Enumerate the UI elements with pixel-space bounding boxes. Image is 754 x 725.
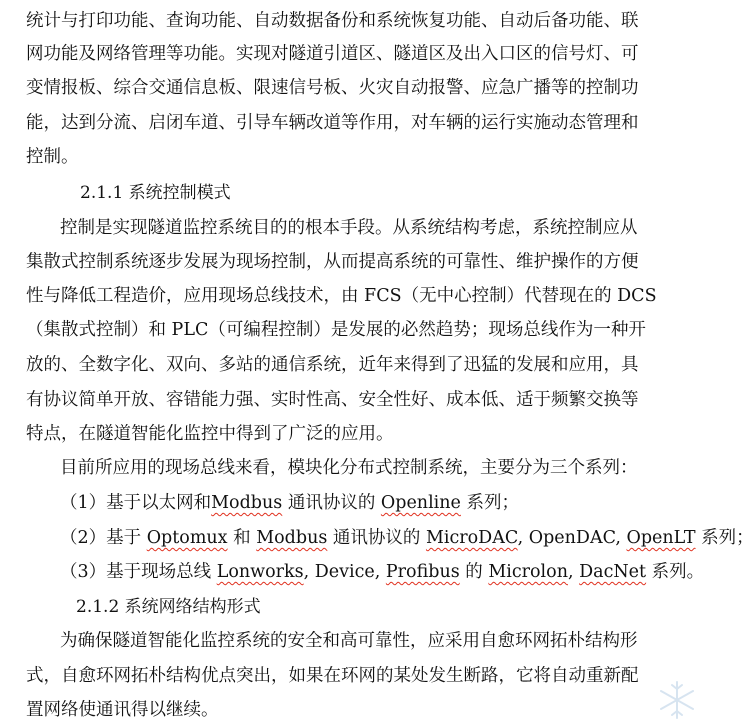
paragraph-1-line-4: 能，达到分流、启闭车道、引导车辆改道等作用，对车辆的运行实施动态管理和: [26, 113, 639, 133]
paragraph-4-line-2: 式，自愈环网拓朴结构优点突出，如果在环网的某处发生断路，它将自动重新配: [26, 666, 639, 686]
series-item-3-text-a: （3）基于现场总线: [60, 562, 217, 582]
series-item-3-term-microlon: Microlon: [488, 562, 568, 582]
paragraph-3: 目前所应用的现场总线来看，模块化分布式控制系统，主要分为三个系列：: [60, 458, 638, 478]
section-heading-2-1-2: 2.1.2 系统网络结构形式: [76, 597, 261, 617]
series-item-2-text-a: （2）基于: [60, 528, 147, 548]
series-item-3-term-lonworks: Lonworks: [216, 562, 304, 582]
series-item-2-text-c: 通讯协议的: [327, 528, 426, 548]
series-item-3-text-e: 系列。: [646, 562, 705, 582]
series-item-1-term-modbus: Modbus: [211, 493, 283, 513]
paragraph-4-line-3: 置网络使通讯得以继续。: [26, 700, 219, 720]
series-item-1-text-a: （1）基于以太网和: [60, 493, 212, 513]
paragraph-2-line-2: 集散式控制系统逐步发展为现场控制，从而提高系统的可靠性、维护操作的方便: [26, 252, 639, 272]
paragraph-2-line-6: 有协议简单开放、容错能力强、实时性高、安全性好、成本低、适于频繁交换等: [26, 390, 639, 410]
series-item-2-text-d: , OpenDAC,: [517, 528, 627, 548]
paragraph-1-line-1: 统计与打印功能、查询功能、自动数据备份和系统恢复功能、自动后备功能、联: [26, 11, 639, 31]
series-item-3: [60, 560, 704, 584]
series-item-2-text-e: 系列；: [695, 528, 754, 548]
paragraph-2-line-7: 特点，在隧道智能化监控中得到了广泛的应用。: [26, 424, 394, 444]
section-heading-2-1-1: 2.1.1 系统控制模式: [80, 183, 231, 203]
series-item-1-text-b: 通讯协议的: [282, 493, 381, 513]
paragraph-1-line-3: 变情报板、综合交通信息板、限速信号板、火灾自动报警、应急广播等的控制功: [26, 78, 639, 98]
series-item-2: [60, 526, 754, 550]
series-item-1-text-c: 系列；: [460, 493, 519, 513]
series-item-3-term-profibus: Profibus: [385, 562, 460, 582]
series-item-1-term-openline: Openline: [380, 493, 461, 513]
paragraph-1-line-2: 网功能及网络管理等功能。实现对隧道引道区、隧道区及出入口区的信号灯、可: [26, 44, 639, 64]
series-item-3-text-b: , Device,: [303, 562, 386, 582]
paragraph-2-line-4: （集散式控制）和 PLC（可编程控制）是发展的必然趋势；现场总线作为一种开: [26, 320, 646, 340]
paragraph-2-line-5: 放的、全数字化、双向、多站的通信系统，近年来得到了迅猛的发展和应用，具: [26, 355, 639, 375]
series-item-3-term-dacnet: DacNet: [579, 562, 647, 582]
paragraph-4-line-1: 为确保隧道智能化监控系统的安全和高可靠性，应采用自愈环网拓朴结构形: [60, 631, 638, 651]
paragraph-2-line-1: 控制是实现隧道监控系统目的的根本手段。从系统结构考虑，系统控制应从: [60, 218, 638, 238]
series-item-2-term-microdac: MicroDAC: [425, 528, 518, 548]
snowflake-watermark-icon: [656, 679, 698, 721]
paragraph-1-line-5: 控制。: [26, 147, 79, 167]
series-item-3-text-c: 的: [459, 562, 489, 582]
series-item-2-term-optomux: Optomux: [146, 528, 228, 548]
series-item-2-term-modbus: Modbus: [256, 528, 328, 548]
paragraph-2-line-3: 性与降低工程造价，应用现场总线技术，由 FCS（无中心控制）代替现在的 DCS: [26, 286, 657, 306]
series-item-2-text-b: 和: [227, 528, 257, 548]
series-item-3-text-d: ,: [567, 562, 580, 582]
series-item-1: [60, 491, 519, 515]
series-item-2-term-openlt: OpenLT: [626, 528, 696, 548]
